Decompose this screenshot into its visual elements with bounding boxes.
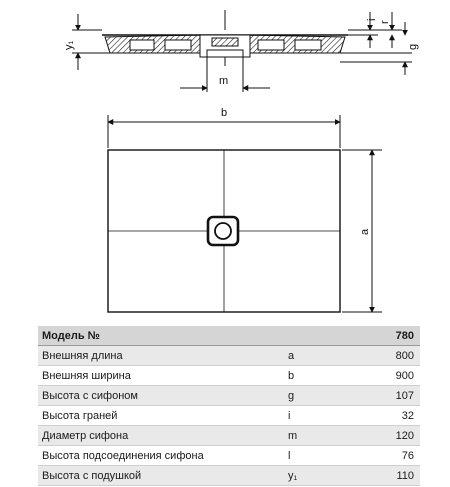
row-label: Высота подсоединения сифона xyxy=(38,446,284,466)
dimension-y1-label: y₁ xyxy=(63,40,75,50)
table-row xyxy=(38,346,420,366)
row-value: 107 xyxy=(362,386,420,406)
row-value: 800 xyxy=(362,346,420,366)
row-symbol: y₁ xyxy=(284,466,362,486)
row-symbol: a xyxy=(284,346,362,366)
row-value: 76 xyxy=(362,446,420,466)
row-value: 32 xyxy=(362,406,420,426)
table-row xyxy=(38,466,420,486)
table-row xyxy=(38,366,420,386)
row-symbol: g xyxy=(284,386,362,406)
row-value: 120 xyxy=(362,426,420,446)
row-symbol: m xyxy=(284,426,362,446)
spec-table-header xyxy=(38,326,420,346)
header-label: Модель № xyxy=(38,326,284,346)
row-value: 110 xyxy=(362,466,420,486)
side-section-view xyxy=(72,10,412,66)
dimension-b-label: b xyxy=(221,107,228,119)
row-label: Высота с сифоном xyxy=(38,386,284,406)
dimension-g-label: g xyxy=(407,43,419,50)
dimension-r-label: r xyxy=(379,20,391,24)
row-symbol: l xyxy=(284,446,362,466)
row-value: 900 xyxy=(362,366,420,386)
dimension-m-label: m xyxy=(219,75,229,87)
table-row xyxy=(38,406,420,426)
drain-icon xyxy=(208,217,238,245)
row-symbol: i xyxy=(284,406,362,426)
row-symbol: b xyxy=(284,366,362,386)
row-label: Высота с подушкой xyxy=(38,466,284,486)
table-row xyxy=(38,446,420,466)
row-label: Высота граней xyxy=(38,406,284,426)
spec-table xyxy=(38,326,420,486)
header-value: 780 xyxy=(362,326,420,346)
row-label: Диаметр сифона xyxy=(38,426,284,446)
table-row xyxy=(38,386,420,406)
dimension-a-label: a xyxy=(359,228,371,235)
row-label: Внешняя ширина xyxy=(38,366,284,386)
row-label: Внешняя длина xyxy=(38,346,284,366)
dimension-i-label: i xyxy=(366,18,378,21)
table-row xyxy=(38,426,420,446)
